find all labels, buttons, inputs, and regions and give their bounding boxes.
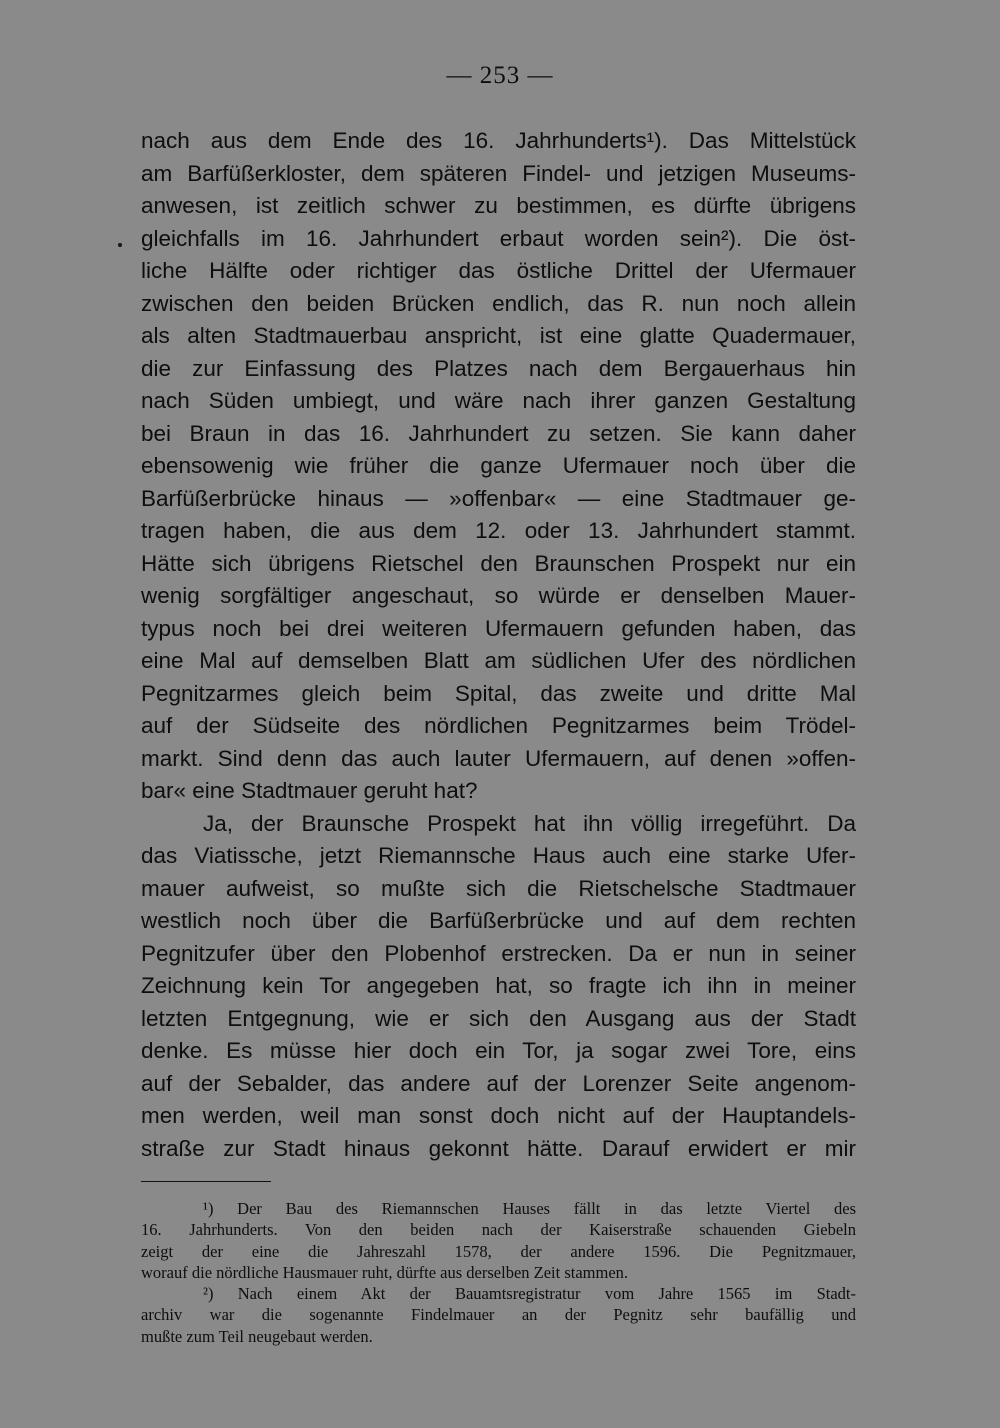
footnote-line: worauf die nördliche Hausmauer ruht, dürfte aus derselben Zeit stammen.: [141, 1262, 629, 1282]
text-line: ebensowenig wie früher die ganze Ufermauer noch über die: [141, 453, 856, 478]
text-line: nach aus dem Ende des 16. Jahrhunderts¹). Das Mittelstück: [141, 128, 856, 153]
text-line: markt. Sind denn das auch lauter Ufermauern, auf denen »offen-: [141, 745, 856, 771]
text-line: nach Süden umbiegt, und wäre nach ihrer ganzen Gestaltung: [141, 388, 856, 413]
text-line: das Viatissche, jetzt Riemannsche Haus auch eine starke Ufer-: [141, 843, 856, 868]
text-line: Hätte sich übrigens Rietschel den Braunschen Prospekt nur ein: [141, 550, 856, 576]
text-line: Pegnitzufer über den Plobenhof erstrecken. Da er nun in seiner: [141, 940, 856, 966]
text-line: Zeichnung kein Tor angegeben hat, so fragte ich ihn in meiner: [141, 973, 856, 998]
text-line: Pegnitzarmes gleich beim Spital, das zweite und dritte Mal: [141, 680, 856, 706]
text-line: mauer aufweist, so mußte sich die Rietschelsche Stadtmauer: [141, 875, 856, 901]
text-line: typus noch bei drei weiteren Ufermauern gefunden haben, das: [141, 615, 856, 641]
text-line: auf der Sebalder, das andere auf der Lorenzer Seite angenom-: [141, 1070, 856, 1096]
text-line: wenig sorgfältiger angeschaut, so würde er denselben Mauer-: [141, 583, 856, 608]
text-line: denke. Es müsse hier doch ein Tor, ja sogar zwei Tore, eins: [141, 1038, 856, 1063]
main-text: [141, 125, 856, 1165]
text-line: die zur Einfassung des Platzes nach dem Bergauerhaus hin: [141, 355, 856, 381]
footnote-line: archiv war die sogenannte Findelmauer an der Pegnitz sehr baufällig und: [141, 1305, 856, 1325]
ink-speck: [118, 243, 122, 247]
footnote-line: 16. Jahrhunderts. Von den beiden nach der Kaiserstraße schauenden Giebeln: [141, 1220, 856, 1240]
text-line: men werden, weil man sonst doch nicht auf der Hauptandels-: [141, 1103, 856, 1128]
footnote-line: mußte zum Teil neugebaut werden.: [141, 1326, 373, 1346]
text-line: tragen haben, die aus dem 12. oder 13. Jahrhundert stammt.: [141, 518, 856, 543]
text-line: bei Braun in das 16. Jahrhundert zu setzen. Sie kann daher: [141, 420, 856, 446]
text-line: westlich noch über die Barfüßerbrücke und auf dem rechten: [141, 908, 856, 933]
text-line: liche Hälfte oder richtiger das östliche Drittel der Ufermauer: [141, 258, 856, 283]
text-line: eine Mal auf demselben Blatt am südlichen Ufer des nördlichen: [141, 648, 856, 673]
text-line: als alten Stadtmauerbau anspricht, ist eine glatte Quadermauer,: [141, 323, 856, 348]
text-line: gleichfalls im 16. Jahrhundert erbaut worden sein²). Die öst-: [141, 225, 856, 251]
footnotes: [141, 1198, 856, 1347]
text-line: Barfüßerbrücke hinaus — »offenbar« — eine Stadtmauer ge-: [141, 485, 856, 511]
footnote-divider: [141, 1181, 271, 1182]
text-line: am Barfüßerkloster, dem späteren Findel- und jetzigen Museums-: [141, 160, 856, 186]
footnote-line: ²) Nach einem Akt der Bauamtsregistratur vom Jahre 1565 im Stadt-: [203, 1284, 856, 1304]
footnote-line: ¹) Der Bau des Riemannschen Hauses fällt in das letzte Viertel des: [203, 1199, 856, 1218]
text-line: Ja, der Braunsche Prospekt hat ihn völlig irregeführt. Da: [203, 810, 856, 836]
text-line: zwischen den beiden Brücken endlich, das R. nun noch allein: [141, 290, 856, 316]
text-line: bar« eine Stadtmauer geruht hat?: [141, 778, 478, 803]
footnote-line: zeigt der eine die Jahreszahl 1578, der andere 1596. Die Pegnitzmauer,: [141, 1241, 856, 1261]
text-line: anwesen, ist zeitlich schwer zu bestimmen, es dürfte übrigens: [141, 193, 856, 218]
text-line: letzten Entgegnung, wie er sich den Ausgang aus der Stadt: [141, 1005, 856, 1031]
page-number: — 253 —: [446, 62, 554, 89]
text-line: auf der Südseite des nördlichen Pegnitzarmes beim Trödel-: [141, 713, 856, 738]
text-line: straße zur Stadt hinaus gekonnt hätte. Darauf erwidert er mir: [141, 1135, 856, 1161]
